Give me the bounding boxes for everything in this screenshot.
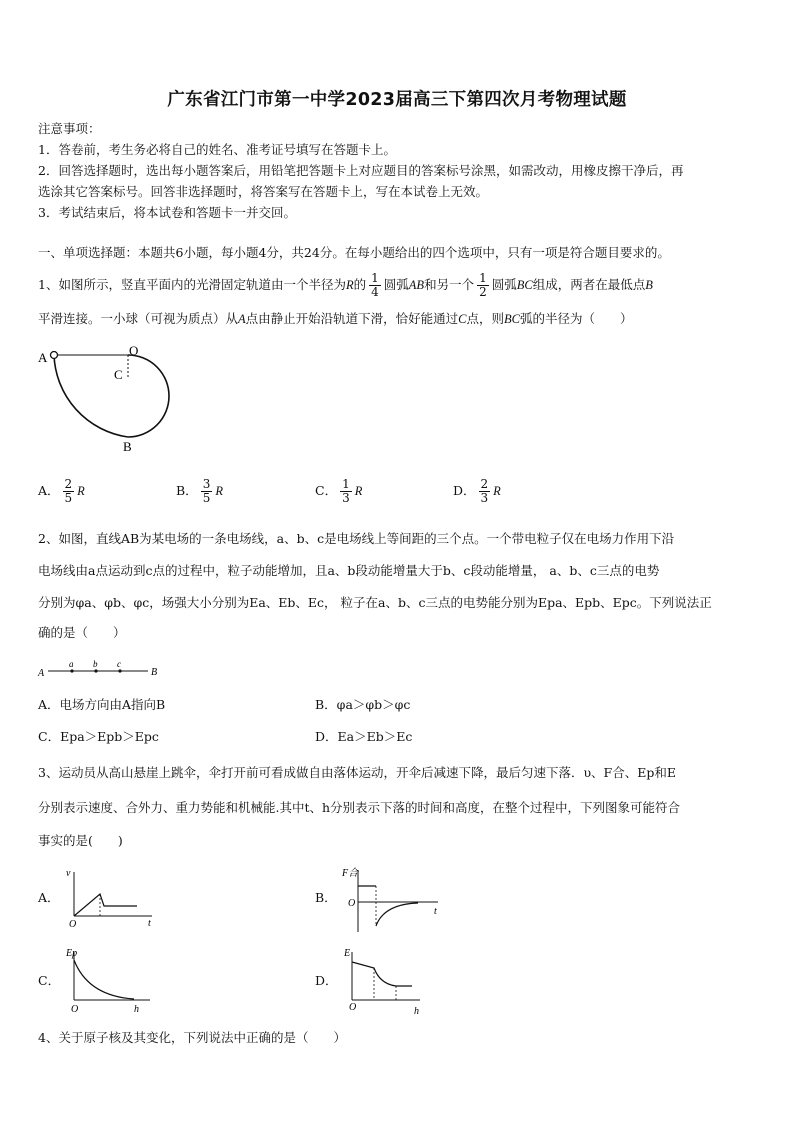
q2-field-line-figure [36,656,166,682]
q2-option-b[interactable]: B．φa＞φb＞φc [315,697,411,712]
q2-stem-line4: 确的是（ ） [38,625,126,640]
page-title: 广东省江门市第一中学2023届高三下第四次月考物理试题 [167,90,627,110]
q2-option-d[interactable]: D．Ea＞Eb＞Ec [315,729,413,744]
q2-option-a[interactable]: A．电场方向由A指向B [38,697,166,712]
mechanical-energy-curve [352,962,412,986]
label-b: B [123,439,132,454]
svg-text:E: E [344,948,351,959]
q3-graph-d [340,944,440,1016]
notice-item-3: 3．考试结束后，将本试卷和答题卡一并交回。 [38,205,296,220]
q1-option-c[interactable]: C． $\frac{1}{3}$ R [315,476,363,505]
label-c: C [114,367,123,382]
label-small-c: c [117,659,121,669]
svg-text:v: v [66,868,71,879]
q3-stem-line3: 事实的是( ) [38,833,123,848]
point-b [94,669,97,672]
q1-option-a[interactable]: A． $\frac{2}{5}$ R [38,476,85,505]
q1-text: 1、如图所示，竖直平面内的光滑固定轨道由一个半径为 [38,277,346,292]
q1-arc-ab: AB [408,278,425,292]
point-c [118,669,121,672]
svg-text:F合: F合 [342,868,359,879]
q3-stem-line1: 3、运动员从高山悬崖上跳伞，伞打开前可看成做自由落体运动，开伞后减速下降，最后匀速下落．υ、F合、Ep和E [38,765,676,780]
q1-text: 圆弧 [491,277,517,292]
q2-stem-line3: 分别为φa、φb、φc，场强大小分别为Ea、Eb、Ec， 粒子在a、b、c三点的电势能分别为Epa、Epb、Epc。下列说法正 [38,595,712,610]
ball-icon [51,352,58,359]
notice-heading: 注意事项： [38,121,101,136]
label-small-b: b [93,659,98,669]
label-small-a: a [69,659,74,669]
q2-stem-line2: 电场线由a点运动到c点的过程中，粒子动能增加，且a、b段动能增量大于b、c段动能增量， a、b、c三点的电势 [38,563,660,578]
q1-text: 圆弧 [383,277,409,292]
q1-fraction-half: $\frac{1}{2}$ [479,270,487,299]
q1-radius: R [345,278,354,292]
svg-text:O: O [348,898,356,909]
svg-text:Ep: Ep [66,948,78,959]
notice-item-1: 1．答卷前，考生务必将自己的姓名、准考证号填写在答题卡上。 [38,142,396,157]
q1-fraction-quarter: $\frac{1}{4}$ [371,270,379,299]
q1-point-b: B [645,278,653,292]
q4-stem: 4、关于原子核及其变化，下列说法中正确的是（ ） [38,1030,346,1045]
q3-graph-a [62,864,162,930]
force-curve [376,903,418,926]
q1-stem-line2: 平滑连接。一小球（可视为质点）从A点由静止开始沿轨道下滑，恰好能通过C点，则BC弧的半径为（ ） [38,311,633,326]
section-heading: 一、单项选择题：本题共6小题，每小题4分，共24分。在每小题给出的四个选项中，只有一项是符合题目要求的。 [38,245,670,260]
svg-text:O: O [69,919,77,930]
q2-option-c[interactable]: C．Epa＞Epb＞Epc [38,729,159,744]
q3-stem-line2: 分别表示速度、合外力、重力势能和机械能.其中t、h分别表示下落的时间和高度，在整个过程中，下列图象可能符合 [38,800,681,815]
velocity-curve [74,894,137,916]
half-arc-bc [128,355,169,437]
q3-option-a-label[interactable]: A． [38,890,60,905]
point-a [70,669,73,672]
label-a: A [38,668,45,679]
q3-graph-b [338,862,448,934]
q1-text: 的 [353,277,367,292]
notice-item-2-cont: 选涂其它答案标号。回答非选择题时，将答案写在答题卡上，写在本试卷上无效。 [38,184,489,199]
q1-option-d[interactable]: D． $\frac{2}{3}$ R [453,476,501,505]
svg-text:h: h [414,1006,419,1016]
svg-text:h: h [134,1004,139,1015]
label-o: O [129,343,139,358]
q1-option-b[interactable]: B． $\frac{3}{5}$ R [176,476,223,505]
notice-item-2: 2．回答选择题时，选出每小题答案后，用铅笔把答题卡上对应题目的答案标号涂黑，如需改动，用橡皮擦干净后，再 [38,163,684,178]
svg-text:O: O [349,1002,357,1013]
q1-stem-line1 [38,270,758,300]
q3-option-d-label[interactable]: D． [315,973,338,988]
q1-text: 组成，两者在最低点 [532,277,646,292]
label-a: A [38,350,48,365]
q3-graph-c [62,944,162,1016]
q1-text: 和另一个 [424,277,475,292]
q3-option-b-label[interactable]: B． [315,890,337,905]
svg-text:O: O [71,1004,79,1015]
svg-text:t: t [148,918,151,929]
q3-option-c-label[interactable]: C． [38,973,61,988]
q1-arc-bc: BC [516,278,533,292]
svg-text:t: t [434,906,437,917]
q2-stem-line1: 2、如图，直线AB为某电场的一条电场线，a、b、c是电场线上等间距的三个点。一个带电粒子仅在电场力作用下沿 [38,531,675,546]
q1-track-figure [36,342,176,454]
label-b: B [151,667,158,678]
potential-energy-curve [74,960,134,999]
